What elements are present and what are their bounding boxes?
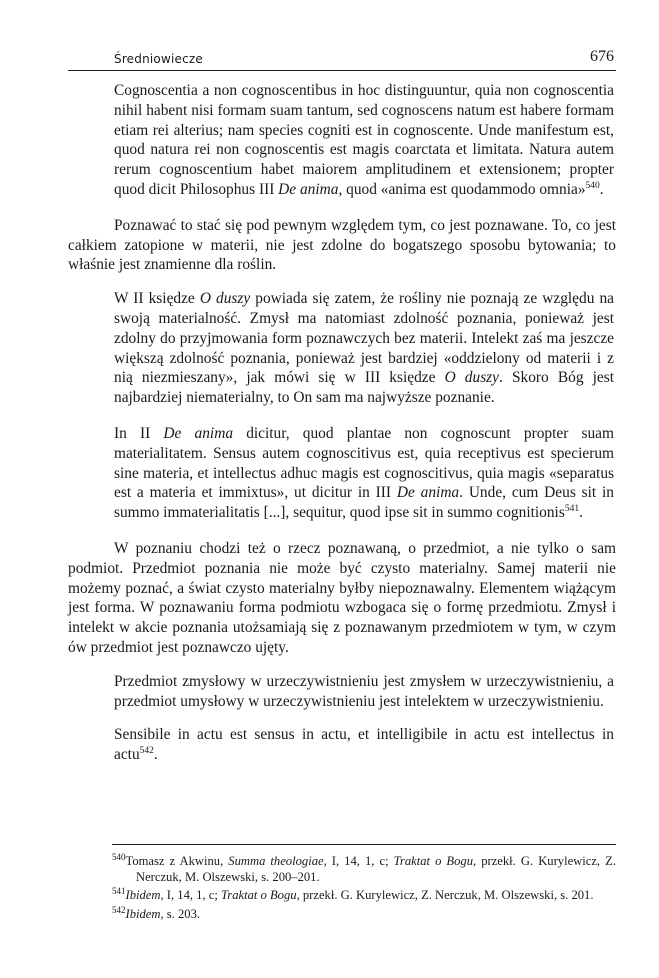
footnotes <box>112 853 616 924</box>
paragraph: W poznaniu chodzi też o rzecz poznawaną, o przedmiot, a nie tylko o sam podmiot. Przedmiot poznania nie może być czysto materialny. Samej materii nie możemy poznać, a świat czysto materialny byłby niepoznawalny. Elementem wiążącym jest forma. W poznawaniu forma podmiotu wzbogaca się o formę przedmiotu. Zmysł i intelekt w akcie poznania utożsamiają się z poznawanym przedmiotem w tym, w czym ów przedmiot jest poznawczo ujęty. <box>68 539 616 656</box>
footnote: $^{541}$Ibidem, I, 14, 1, c; Traktat o Bogu, przekł. G. Kurylewicz, Z. Nerczuk, M. Olszewski, s. 201. <box>112 886 594 903</box>
footnote-ref[interactable]: 541 <box>564 504 580 515</box>
paragraph: Poznawać to stać się pod pewnym względem tym, co jest poznawane. To, co jest całkiem zatopione w materii, nie jest zdolne do bogatszego sposobu bytowania; to właśnie jest znamienne dla roślin. <box>68 216 616 274</box>
footnote-ref[interactable]: 542 <box>139 745 154 756</box>
footnote-divider <box>112 844 616 845</box>
polish-quote: Przedmiot zmysłowy w urzeczywistnieniu jest zmysłem w urzeczywistnieniu, a przedmiot umysłowy w urzeczywistnieniu jest intelektem w urzeczywistnieniu. <box>114 672 614 710</box>
footnote: $^{540}$Tomasz z Akwinu, Summa theologiae, I, 14, 1, c; Traktat o Bogu, przekł. G. Kurylewicz, Z. Nerczuk, M. Olszewski, s. 200–201. <box>112 851 616 885</box>
footnote: $^{542}$Ibidem, s. 203. <box>112 904 201 921</box>
running-header <box>68 48 616 71</box>
polish-quote: W II księdze O duszy powiada się zatem, że rośliny nie poznają ze względu na swoją materialność. Zmysł ma natomiast zdolność poznania, ponieważ jest zdolny do przyjmowania form poznawczych bez materii. Intelekt zaś ma jeszcze większą zdolność poznania, ponieważ jest bardziej «oddzielony od materii i z nią niezmieszany», jak mówi się w III księdze O duszy. Skoro Bóg jest najbardziej niematerialny, to On sam ma najwyższe poznanie. <box>114 290 614 407</box>
latin-quote: Cognoscentia a non cognoscentibus in hoc distinguuntur, quia non cognoscentia nihil habent nisi formam suam tantum, sed cognoscens natum est habere formam etiam rei alterius; nam species cogniti est in cognoscente. Unde manifestum est, quod natura rei non cognoscentis est magis coarctata et limitata. Natura autem rerum cognoscentium habet maiorem amplitudinem et extensionem; propter quod dicit Philosophus III De anima, quod «anima est quodammodo omnia»$^{540}$. <box>114 82 614 198</box>
main-text <box>68 81 616 765</box>
latin-quote: In II De anima dicitur, quod plantae non cognoscunt propter suam materialitatem. Sensus autem cognoscitivus est, quia receptivus est specierum sine materia, et intellectus adhuc magis est cognoscitivus, quia magis «separatus est a materia et immixtus», ut dicitur in III De anima. Unde, cum Deus sit in summo immaterialitatis [...], sequitur, quod ipse sit in summo cognitionis$^{541}$. <box>114 424 614 522</box>
section-title: Średniowiecze <box>114 52 203 66</box>
page-number: 676 <box>590 48 614 65</box>
footnote-ref[interactable]: 540 <box>585 180 600 191</box>
latin-quote: Sensibile in actu est sensus in actu, et intelligibile in actu est intellectus in actu$^{542}$. <box>114 726 614 764</box>
